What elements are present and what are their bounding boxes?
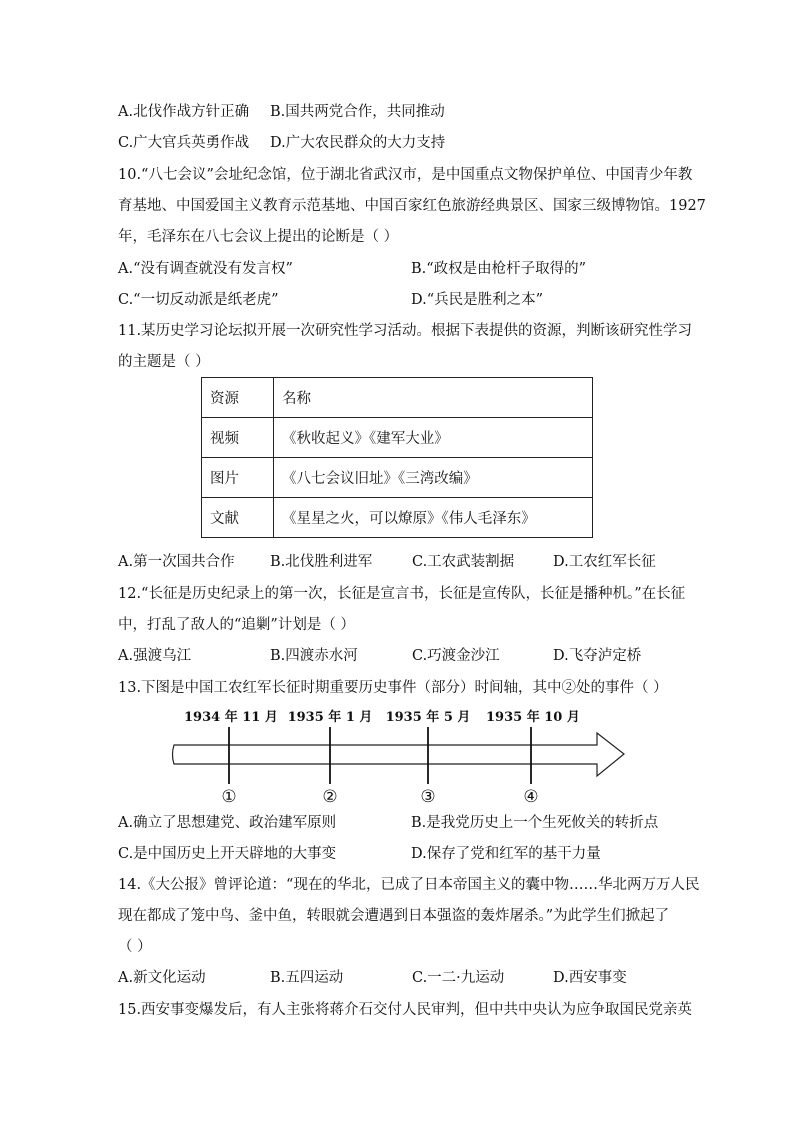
table-cell: 《星星之火，可以燎原》《伟人毛泽东》	[274, 498, 593, 538]
q13-stem: 13.下图是中国工农红军长征时期重要历史事件（部分）时间轴，其中②处的事件（ ）	[118, 680, 668, 696]
q11-option-b: B.北伐胜利进军	[270, 554, 373, 570]
timeline-arrow	[173, 733, 625, 776]
q14-options-row	[0, 968, 794, 988]
timeline-date-3: 1935 年 5 月	[385, 710, 471, 725]
q9-option-d: D.广大农民群众的大力支持	[270, 135, 446, 151]
table-cell: 视频	[202, 418, 274, 458]
q11-option-c: C.工农武装割据	[412, 554, 515, 570]
q10-option-d: D.“兵民是胜利之本”	[411, 292, 544, 308]
q11-option-d: D.工农红军长征	[553, 554, 656, 570]
table-header-resource: 资源	[202, 378, 274, 418]
q13-option-a: A.确立了思想建党、政治建军原则	[118, 815, 337, 831]
q10-option-c: C.“一切反动派是纸老虎”	[118, 292, 279, 308]
q10-option-a: A.“没有调查就没有发言权”	[118, 261, 293, 277]
q12-option-c: C.巧渡金沙江	[412, 648, 500, 664]
table-cell: 文献	[202, 498, 274, 538]
q15-stem-line-1: 15.西安事变爆发后，有人主张将蒋介石交付人民审判，但中共中央认为应争取国民党亲英	[118, 1002, 693, 1018]
q14-option-c: C.一二·九运动	[412, 970, 505, 986]
q9-option-b: B.国共两党合作，共同推动	[270, 104, 445, 120]
table-cell: 《八七会议旧址》《三湾改编》	[274, 458, 593, 498]
q14-option-b: B.五四运动	[270, 970, 344, 986]
q14-stem-line-2: 现在都成了笼中鸟、釜中鱼，转眼就会遭遇到日本强盗的轰炸屠杀。”为此学生们掀起了	[118, 908, 670, 924]
timeline-marker-1: ①	[221, 787, 237, 807]
table-header-name: 名称	[274, 378, 593, 418]
timeline-marker-3: ③	[420, 787, 436, 807]
q13-options-row-2	[0, 844, 794, 864]
q10-stem-line-2: 育基地、中国爱国主义教育示范基地、中国百家红色旅游经典景区、国家三级博物馆。1927	[118, 198, 706, 214]
timeline-marker-4: ④	[523, 787, 539, 807]
q14-option-a: A.新文化运动	[118, 970, 206, 986]
q13-option-c: C.是中国历史上开天辟地的大事变	[118, 846, 337, 862]
q10-option-b: B.“政权是由枪杆子取得的”	[411, 261, 587, 277]
q9-option-c: C.广大官兵英勇作战	[118, 135, 250, 151]
q9-option-a: A.北伐作战方针正确	[118, 104, 250, 120]
q13-options-row-1	[0, 813, 794, 833]
q13-option-d: D.保存了党和红军的基干力量	[411, 846, 601, 862]
q12-stem-line-1: 12.“长征是历史纪录上的第一次，长征是宣言书，长征是宣传队，长征是播种机。”在长征	[118, 586, 686, 602]
q12-stem-line-2: 中，打乱了敌人的“追剿”计划是（ ）	[118, 617, 355, 633]
timeline-date-1: 1934 年 11 月	[184, 710, 278, 725]
q13-option-b: B.是我党历史上一个生死攸关的转折点	[411, 815, 659, 831]
q12-option-d: D.飞夺泸定桥	[553, 648, 642, 664]
q10-stem-line-3: 年，毛泽东在八七会议上提出的论断是（ ）	[118, 229, 399, 245]
q10-stem-line-1: 10.“八七会议”会址纪念馆，位于湖北省武汉市，是中国重点文物保护单位、中国青少年教	[118, 167, 693, 183]
timeline-date-2: 1935 年 1 月	[287, 710, 373, 725]
q12-option-a: A.强渡乌江	[118, 648, 192, 664]
q11-stem-line-2: 的主题是（ ）	[118, 354, 210, 370]
timeline-date-4: 1935 年 10 月	[486, 710, 580, 725]
table-cell: 《秋收起义》《建军大业》	[274, 418, 593, 458]
q14-option-d: D.西安事变	[553, 970, 627, 986]
q12-option-b: B.四渡赤水河	[270, 648, 358, 664]
timeline-marker-2: ②	[322, 787, 338, 807]
q11-option-a: A.第一次国共合作	[118, 554, 235, 570]
q14-stem-line-3: （ ）	[118, 939, 152, 955]
q11-stem-line-1: 11.某历史学习论坛拟开展一次研究性学习活动。根据下表提供的资源，判断该研究性学习	[118, 323, 693, 339]
q14-stem-line-1: 14.《大公报》曾评论道：“现在的华北，已成了日本帝国主义的囊中物……华北两万万人民	[118, 877, 700, 893]
table-cell: 图片	[202, 458, 274, 498]
